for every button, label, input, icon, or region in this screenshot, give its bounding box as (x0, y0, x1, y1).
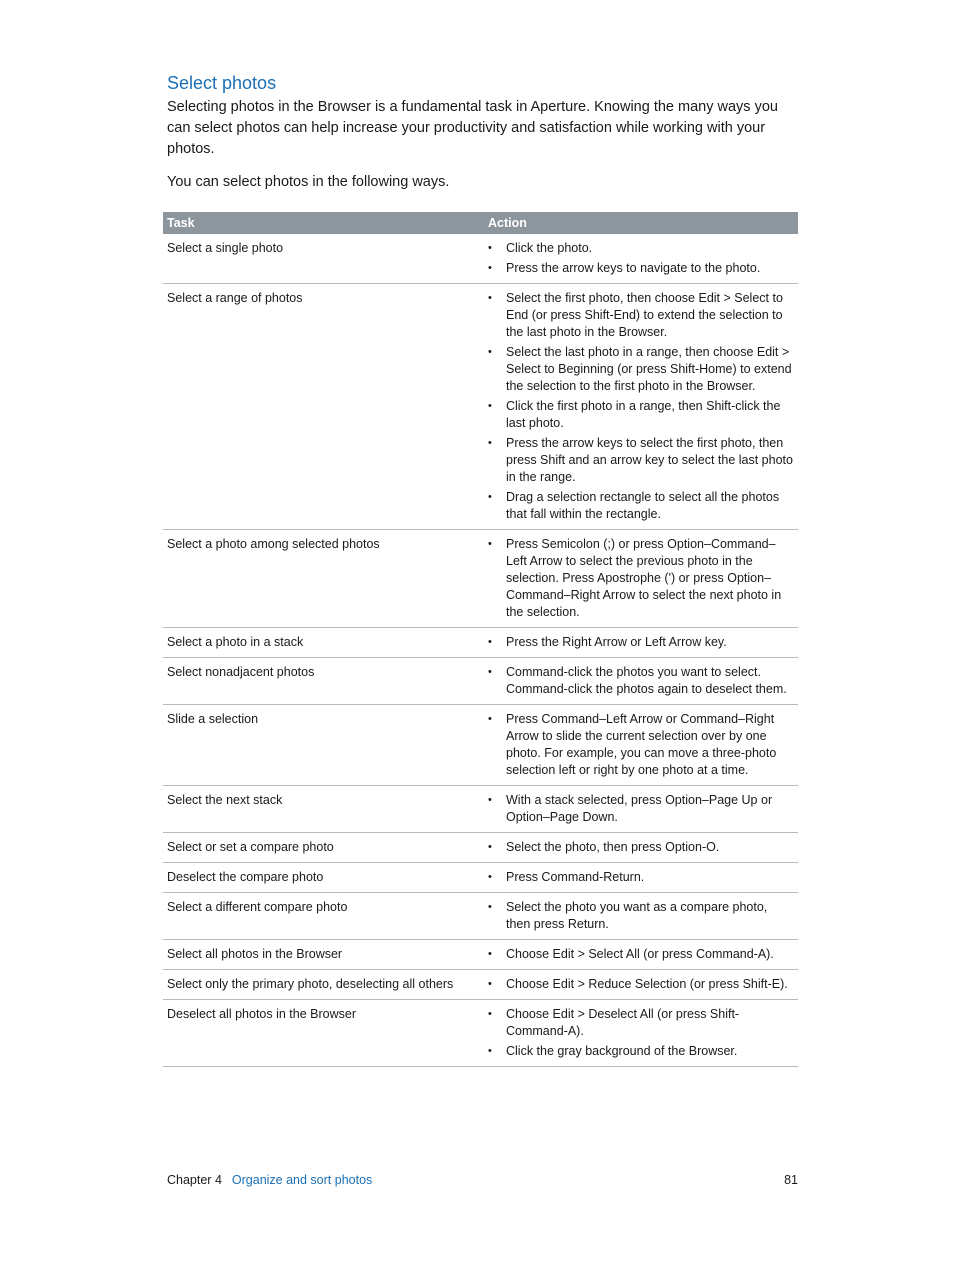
action-cell (484, 786, 798, 833)
lead-paragraph: You can select photos in the following ways. (167, 174, 450, 190)
intro-paragraph: Selecting photos in the Browser is a fundamental task in Aperture. Knowing the many ways you can select photos can help increase your productivity and satisfaction while working with your photos. (167, 99, 778, 157)
page-footer (167, 1173, 798, 1187)
action-list-item: • Click the gray background of the Browser. (488, 1043, 794, 1060)
action-list-item: • Choose Edit > Reduce Selection (or press Shift-E). (488, 976, 794, 993)
task-cell: Select only the primary photo, deselecting all others (163, 970, 484, 1000)
action-list-item: • Select the photo, then press Option-O. (488, 839, 794, 856)
action-cell (484, 940, 798, 970)
action-list (488, 839, 794, 856)
task-cell: Select nonadjacent photos (163, 658, 484, 705)
action-list (488, 240, 794, 277)
action-list (488, 290, 794, 523)
action-list (488, 664, 794, 698)
action-list-item: • With a stack selected, press Option–Page Up or Option–Page Down. (488, 792, 794, 826)
action-list-item: • Select the first photo, then choose Edit > Select to End (or press Shift-End) to extend the selection to the last photo in the Browser. (488, 290, 794, 341)
page-number: 81 (784, 1173, 798, 1187)
action-cell (484, 628, 798, 658)
action-list (488, 976, 794, 993)
table-row (163, 833, 798, 863)
table-row (163, 658, 798, 705)
task-cell: Deselect the compare photo (163, 863, 484, 893)
action-cell (484, 1000, 798, 1067)
selection-methods-table (163, 212, 798, 1067)
action-list-item: • Command-click the photos you want to select. Command-click the photos again to deselect them. (488, 664, 794, 698)
action-list-item: • Drag a selection rectangle to select all the photos that fall within the rectangle. (488, 489, 794, 523)
action-list-item: • Click the first photo in a range, then Shift-click the last photo. (488, 398, 794, 432)
action-list-item: • Press Command–Left Arrow or Command–Right Arrow to slide the current selection over by one photo. For example, you can move a three-photo selection left or right by one photo at a time. (488, 711, 794, 779)
table-row (163, 705, 798, 786)
table-row (163, 893, 798, 940)
table-row (163, 863, 798, 893)
task-cell: Select a photo in a stack (163, 628, 484, 658)
action-list (488, 1006, 794, 1060)
action-list (488, 792, 794, 826)
action-list (488, 536, 794, 621)
task-cell: Slide a selection (163, 705, 484, 786)
action-cell (484, 863, 798, 893)
section-title: Select photos (167, 73, 277, 93)
table-header-row (163, 212, 798, 234)
task-column-header: Task (163, 212, 484, 234)
action-list-item: • Select the photo you want as a compare photo, then press Return. (488, 899, 794, 933)
action-list-item: • Click the photo. (488, 240, 794, 257)
action-list-item: • Press the arrow keys to select the first photo, then press Shift and an arrow key to select the last photo in the range. (488, 435, 794, 486)
table-row (163, 786, 798, 833)
table-row (163, 530, 798, 628)
action-list-item: • Press Semicolon (;) or press Option–Command–Left Arrow to select the previous photo in the selection. Press Apostrophe (') or press Option–Command–Right Arrow to select the next photo in the selection. (488, 536, 794, 621)
action-list-item: • Press Command-Return. (488, 869, 794, 886)
action-list-item: • Choose Edit > Deselect All (or press Shift-Command-A). (488, 1006, 794, 1040)
action-column-header: Action (484, 212, 798, 234)
task-cell: Select a range of photos (163, 284, 484, 530)
action-cell (484, 970, 798, 1000)
table-row (163, 970, 798, 1000)
task-cell: Select all photos in the Browser (163, 940, 484, 970)
action-list-item: • Press the arrow keys to navigate to the photo. (488, 260, 794, 277)
task-cell: Select a single photo (163, 234, 484, 284)
action-cell (484, 530, 798, 628)
table-row (163, 1000, 798, 1067)
action-cell (484, 284, 798, 530)
table-row (163, 940, 798, 970)
task-cell: Select a photo among selected photos (163, 530, 484, 628)
task-cell: Select a different compare photo (163, 893, 484, 940)
task-cell: Select the next stack (163, 786, 484, 833)
footer-chapter-link[interactable]: Organize and sort photos (231, 1173, 373, 1187)
action-list (488, 899, 794, 933)
task-cell: Select or set a compare photo (163, 833, 484, 863)
action-list-item: • Select the last photo in a range, then choose Edit > Select to Beginning (or press Shift-Home) to extend the selection to the first photo in the Browser. (488, 344, 794, 395)
action-cell (484, 833, 798, 863)
action-list (488, 634, 794, 651)
task-cell: Deselect all photos in the Browser (163, 1000, 484, 1067)
action-cell (484, 893, 798, 940)
table-body (163, 234, 798, 1067)
action-cell (484, 705, 798, 786)
action-list (488, 869, 794, 886)
action-list-item: • Press the Right Arrow or Left Arrow key. (488, 634, 794, 651)
action-cell (484, 234, 798, 284)
action-cell (484, 658, 798, 705)
action-list (488, 711, 794, 779)
table-row (163, 284, 798, 530)
action-list (488, 946, 794, 963)
footer-chapter: Chapter 4 (167, 1173, 222, 1187)
table-row (163, 628, 798, 658)
action-list-item: • Choose Edit > Select All (or press Command-A). (488, 946, 794, 963)
table-row (163, 234, 798, 284)
